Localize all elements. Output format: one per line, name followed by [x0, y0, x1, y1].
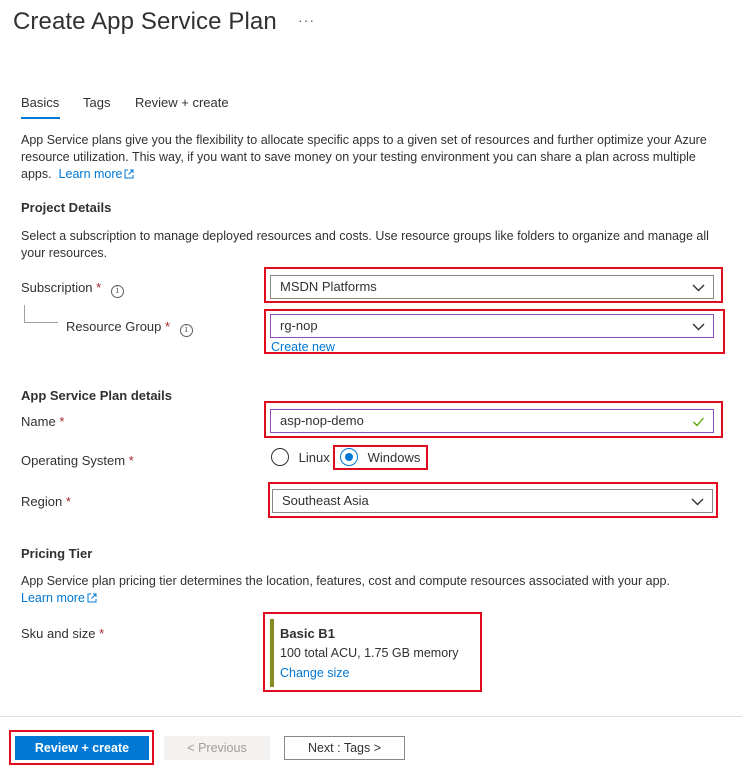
os-option-linux[interactable] [271, 448, 330, 466]
subscription-dropdown[interactable] [270, 275, 714, 299]
subscription-label [21, 280, 124, 298]
chevron-down-icon [691, 495, 704, 508]
resource-group-dropdown[interactable] [270, 314, 714, 338]
chevron-down-icon [692, 320, 705, 333]
resource-group-label [66, 319, 193, 337]
windows-label: Windows [367, 449, 421, 465]
sku-name: Basic B1 [280, 626, 335, 641]
footer-divider [0, 716, 742, 717]
resource-group-label-text: Resource Group [66, 319, 162, 334]
name-value: asp-nop-demo [280, 413, 364, 428]
region-dropdown[interactable] [272, 489, 713, 513]
project-details-title: Project Details [21, 200, 112, 215]
tab-review-create[interactable]: Review + create [135, 95, 229, 110]
pricing-learn-more-link[interactable] [21, 591, 97, 605]
checkmark-icon [692, 415, 705, 428]
subscription-value: MSDN Platforms [280, 279, 377, 294]
page-title: Create App Service Plan [13, 8, 277, 35]
name-label-text: Name [21, 414, 56, 429]
learn-more-label: Learn more [58, 167, 123, 181]
info-icon[interactable]: i [180, 324, 193, 337]
os-label [21, 453, 134, 468]
next-tags-button[interactable]: Next : Tags > [284, 736, 405, 760]
required-mark: * [99, 626, 105, 641]
info-icon[interactable]: i [111, 285, 124, 298]
resource-group-value: rg-nop [280, 318, 318, 333]
required-mark: * [59, 414, 65, 429]
project-details-description: Select a subscription to manage deployed resources and costs. Use resource groups like folders to organize and manage all your resources. [21, 229, 709, 260]
linux-label: Linux [298, 449, 330, 465]
change-size-link[interactable]: Change size [280, 666, 350, 680]
previous-button[interactable]: < Previous [164, 736, 270, 760]
more-options-icon[interactable]: ··· [298, 12, 315, 28]
tab-basics[interactable]: Basics [21, 95, 60, 110]
tree-connector-vertical [24, 305, 25, 323]
subscription-label-text: Subscription [21, 280, 93, 295]
sku-details: 100 total ACU, 1.75 GB memory [280, 646, 459, 660]
external-link-icon [124, 169, 134, 179]
region-label-text: Region [21, 494, 63, 509]
required-mark: * [65, 494, 71, 509]
intro-paragraph [21, 132, 721, 183]
plan-details-title: App Service Plan details [21, 388, 173, 403]
learn-more-link[interactable] [59, 167, 135, 181]
external-link-icon [87, 593, 97, 603]
name-label [21, 414, 64, 429]
intro-text: App Service plans give you the flexibility to allocate specific apps to a given set of resources and further optimize your Azure resource utilization. This way, if you want to save money on your testing environment you can share a plan across multiple apps. [21, 133, 707, 181]
pricing-description-text: App Service plan pricing tier determines the location, features, cost and compute resources associated with your app. [21, 574, 670, 588]
name-input[interactable] [270, 409, 714, 433]
required-mark: * [96, 280, 102, 295]
region-label [21, 494, 71, 509]
sku-label-text: Sku and size [21, 626, 96, 641]
required-mark: * [165, 319, 171, 334]
pricing-description [21, 573, 721, 607]
region-value: Southeast Asia [282, 493, 369, 508]
pricing-learn-more-label: Learn more [21, 591, 85, 605]
sku-label [21, 626, 104, 641]
os-label-text: Operating System [21, 453, 126, 468]
create-new-link[interactable]: Create new [271, 340, 335, 354]
pricing-tier-title: Pricing Tier [21, 546, 93, 561]
tree-connector-horizontal [24, 322, 58, 323]
review-create-button[interactable]: Review + create [15, 736, 149, 760]
linux-radio[interactable] [271, 448, 289, 466]
os-option-windows[interactable] [340, 448, 420, 466]
chevron-down-icon [692, 281, 705, 294]
required-mark: * [128, 453, 134, 468]
tab-active-indicator [21, 117, 60, 119]
sku-accent-bar [270, 619, 274, 687]
tab-tags[interactable]: Tags [83, 95, 111, 110]
windows-radio[interactable] [340, 448, 358, 466]
